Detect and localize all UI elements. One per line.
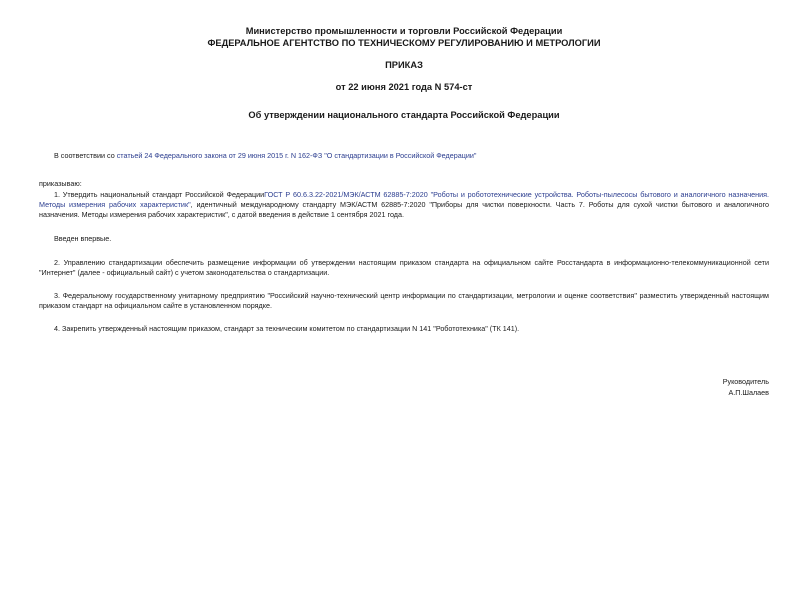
document-page bbox=[0, 25, 807, 596]
item-1-suffix: , идентичный международному стандарту МЭК/АСТМ 62885-7:2020 "Приборы для чистки поверхности. Часть 7. Роботы для сухой чистки бытового и аналогичного назначения. Методы измерения рабочих характеристик", с датой введения в действие 1 сентября 2021 года. bbox=[39, 200, 769, 219]
standard-link[interactable]: ГОСТ Р 60.6.3.22-2021/МЭК/АСТМ 62885-7:2020 "Роботы и робототехнические устройства. Роботы-пылесосы бытового и аналогичного назначения. Методы измерения рабочих характеристик" bbox=[39, 190, 769, 209]
signature-title: Руководитель bbox=[722, 377, 769, 386]
document-date-number: от 22 июня 2021 года N 574-ст bbox=[335, 82, 473, 92]
signature-block bbox=[723, 376, 769, 398]
document-type: ПРИКАЗ bbox=[385, 60, 423, 70]
law-link[interactable]: статьей 24 Федерального закона от 29 июня 2015 г. N 162-ФЗ "О стандартизации в Российской Федерации" bbox=[116, 151, 477, 160]
item-2-paragraph: 2. Управлению стандартизации обеспечить размещение информации об утверждении настоящим приказом стандарта на официальном сайте Росстандарта в информационно-телекоммуникационной сети "Интернет" (далее - официальный сайт) с учетом законодательства о стандартизации. bbox=[39, 258, 769, 277]
item-1-paragraph bbox=[39, 190, 769, 220]
item-4-paragraph: 4. Закрепить утвержденный настоящим приказом, стандарт за техническим комитетом по стандартизации N 141 "Робототехника" (ТК 141). bbox=[54, 324, 520, 333]
item-3-paragraph: 3. Федеральному государственному унитарному предприятию "Российский научно-технический центр информации по стандартизации, метрологии и оценке соответствия" разместить утвержденный настоящим приказом стандарт на официальном сайте в установленном порядке. bbox=[39, 291, 769, 310]
signature-name: А.П.Шалаев bbox=[728, 388, 769, 397]
preamble-paragraph bbox=[39, 151, 769, 161]
order-word: приказываю: bbox=[39, 179, 82, 188]
agency-name: ФЕДЕРАЛЬНОЕ АГЕНТСТВО ПО ТЕХНИЧЕСКОМУ РЕГУЛИРОВАНИЮ И МЕТРОЛОГИИ bbox=[207, 38, 601, 48]
preamble-prefix: В соответствии со bbox=[54, 151, 117, 160]
ministry-name: Министерство промышленности и торговли Российской Федерации bbox=[245, 26, 563, 36]
document-subject: Об утверждении национального стандарта Российской Федерации bbox=[248, 110, 560, 120]
item-1-prefix: 1. Утвердить национальный стандарт Российской Федерации bbox=[54, 190, 265, 199]
introduced-note: Введен впервые. bbox=[54, 234, 112, 243]
